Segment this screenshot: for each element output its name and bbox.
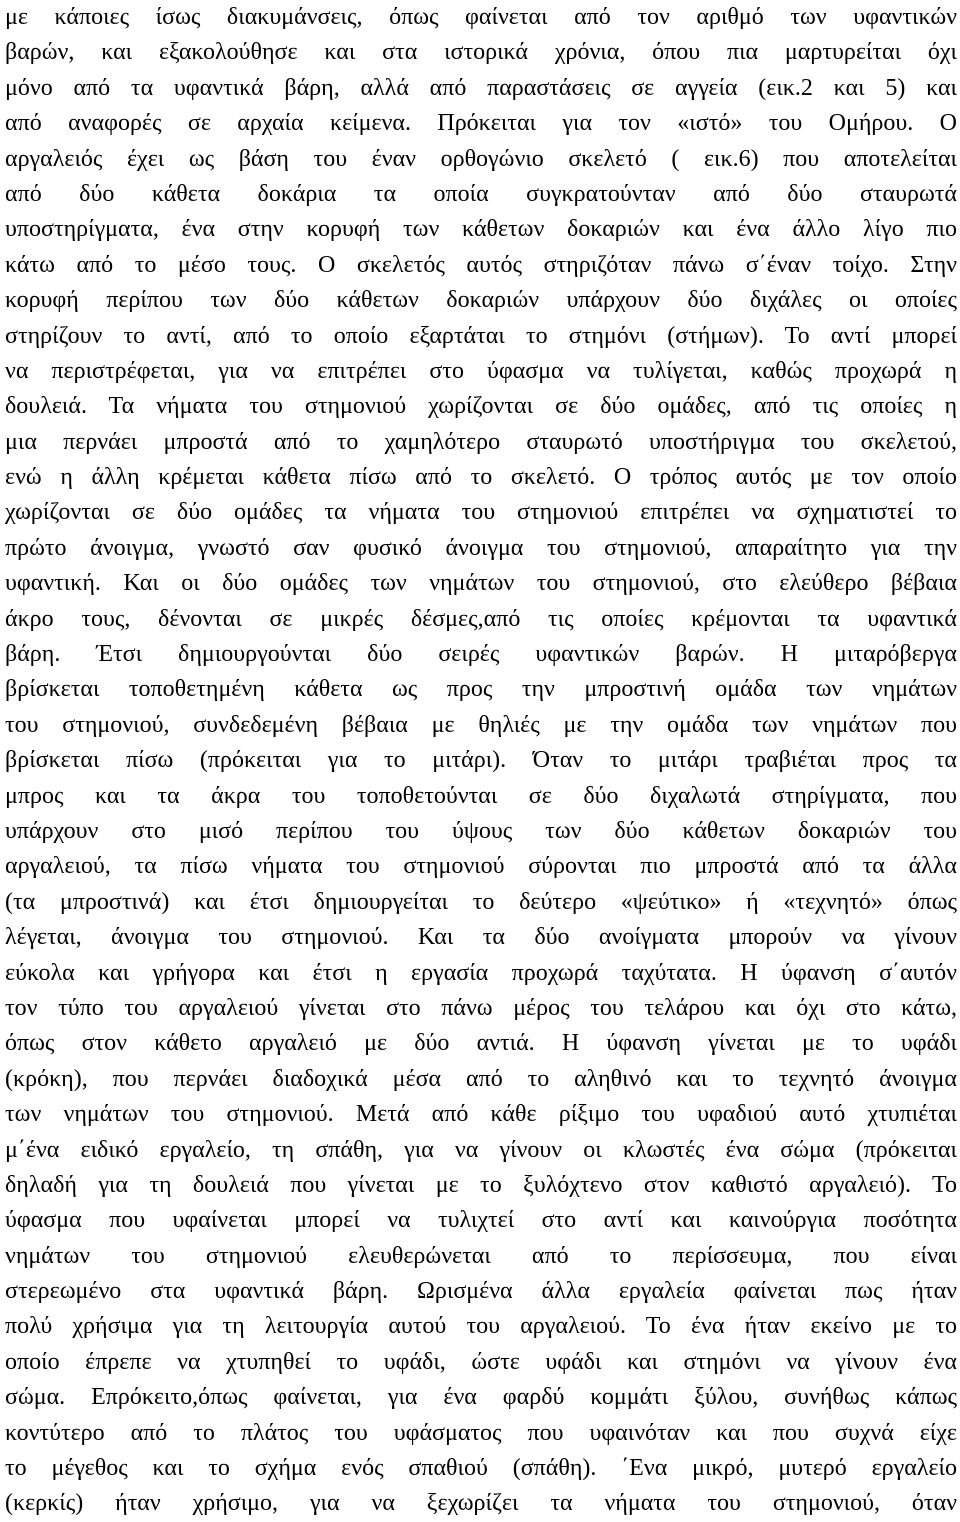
text-line-18: άκρο τους, δένονται σε μικρές δέσμες,από τις οποίες κρέμονται τα υφαντικά: [5, 605, 957, 632]
text-line-16: πρώτο άνοιγμα, γνωστό σαν φυσικό άνοιγμα του στημονιού, απαραίτητο για την: [5, 534, 957, 561]
text-line-30: όπως στον κάθετο αργαλειό με δύο αντιά. Η ύφανση γίνεται με το υφάδι: [5, 1030, 957, 1057]
text-line-17: υφαντική. Και οι δύο ομάδες των νημάτων του στημονιού, στο ελεύθερο βέβαια: [5, 570, 957, 597]
text-line-3: μόνο από τα υφαντικά βάρη, αλλά από παραστάσεις σε αγγεία (εικ.2 και 5) και: [5, 74, 957, 101]
text-line-40: σώμα. Επρόκειτο,όπως φαίνεται, για ένα φαρδύ κομμάτι ξύλου, συνήθως κάπως: [5, 1384, 957, 1411]
text-line-28: εύκολα και γρήγορα και έτσι η εργασία προχωρά ταχύτατα. Η ύφανση σ΄αυτόν: [5, 959, 957, 986]
text-line-22: βρίσκεται πίσω (πρόκειται για το μιτάρι). Όταν το μιτάρι τραβιέται προς τα: [5, 747, 957, 774]
text-line-39: οποίο έπρεπε να χτυπηθεί το υφάδι, ώστε υφάδι και στημόνι να γίνουν ένα: [5, 1348, 957, 1375]
text-line-4: από αναφορές σε αρχαία κείμενα. Πρόκειται για τον «ιστό» του Ομήρου. Ο: [5, 110, 957, 137]
text-line-26: (τα μπροστινά) και έτσι δημιουργείται το δεύτερο «ψεύτικο» ή «τεχνητό» όπως: [5, 888, 957, 915]
text-line-32: των νημάτων του στημονιού. Μετά από κάθε ρίξιμο του υφαδιού αυτό χτυπιέται: [5, 1101, 957, 1128]
text-line-14: ενώ η άλλη κρέμεται κάθετα πίσω από το σκελετό. Ο τρόπος αυτός με τον οποίο: [5, 464, 957, 491]
text-line-6: από δύο κάθετα δοκάρια τα οποία συγκρατούνταν από δύο σταυρωτά: [5, 180, 957, 207]
text-line-31: (κρόκη), που περνάει διαδοχικά μέσα από το αληθινό και το τεχνητό άνοιγμα: [5, 1065, 957, 1092]
text-line-12: δουλειά. Τα νήματα του στημονιού χωρίζονται σε δύο ομάδες, από τις οποίες η: [5, 393, 957, 420]
text-line-24: υπάρχουν στο μισό περίπου του ύψους των δύο κάθετων δοκαριών του: [5, 817, 957, 844]
text-line-37: στερεωμένο στα υφαντικά βάρη. Ωρισμένα άλλα εργαλεία φαίνεται πως ήταν: [5, 1278, 957, 1305]
text-line-19: βάρη. Έτσι δημιουργούνται δύο σειρές υφαντικών βαρών. Η μιταρόβεργα: [5, 641, 957, 668]
text-line-9: κορυφή περίπου των δύο κάθετων δοκαριών υπάρχουν δύο διχάλες οι οποίες: [5, 287, 957, 314]
text-line-8: κάτω από το μέσο τους. Ο σκελετός αυτός στηριζόταν πάνω σ΄έναν τοίχο. Στην: [5, 251, 957, 278]
text-line-33: μ΄ένα ειδικό εργαλείο, τη σπάθη, για να γίνουν οι κλωστές ένα σώμα (πρόκειται: [5, 1136, 957, 1163]
text-line-11: να περιστρέφεται, για να επιτρέπει στο ύφασμα να τυλίγεται, καθώς προχωρά η: [5, 357, 957, 384]
text-line-5: αργαλειός έχει ως βάση του έναν ορθογώνιο σκελετό ( εικ.6) που αποτελείται: [5, 145, 957, 172]
text-line-29: τον τύπο του αργαλειού γίνεται στο πάνω μέρος του τελάρου και όχι στο κάτω,: [5, 994, 957, 1021]
text-line-1: με κάποιες ίσως διακυμάνσεις, όπως φαίνεται από τον αριθμό των υφαντικών: [5, 4, 957, 30]
text-line-25: αργαλειού, τα πίσω νήματα του στημονιού σύρονται πιο μπροστά από τα άλλα: [5, 853, 957, 880]
text-line-36: νημάτων του στημονιού ελευθερώνεται από το περίσσευμα, που είναι: [5, 1242, 957, 1269]
text-line-20: βρίσκεται τοποθετημένη κάθετα ως προς την μπροστινή ομάδα των νημάτων: [5, 676, 957, 703]
text-line-27: λέγεται, άνοιγμα του στημονιού. Και τα δύο ανοίγματα μπορούν να γίνουν: [5, 924, 957, 951]
text-line-2: βαρών, και εξακολούθησε και στα ιστορικά χρόνια, όπου πια μαρτυρείται όχι: [5, 39, 957, 66]
text-line-42: το μέγεθος και το σχήμα ενός σπαθιού (σπάθη). ΄Ενα μικρό, μυτερό εργαλείο: [5, 1455, 957, 1482]
text-line-21: του στημονιού, συνδεδεμένη βέβαια με θηλιές με την ομάδα των νημάτων που: [5, 711, 957, 738]
text-line-10: στηρίζουν το αντί, από το οποίο εξαρτάται το στημόνι (στήμων). Το αντί μπορεί: [5, 322, 957, 349]
document-page: [5, 0, 957, 1517]
text-line-34: δηλαδή για τη δουλειά που γίνεται με το ξυλόχτενο στον καθιστό αργαλειό). Το: [5, 1171, 957, 1198]
text-line-41: κοντύτερο από το πλάτος του υφάσματος που υφαινόταν και που συχνά είχε: [5, 1419, 957, 1446]
text-line-15: χωρίζονται σε δύο ομάδες τα νήματα του στημονιού επιτρέπει να σχηματιστεί το: [5, 499, 957, 526]
text-line-23: μπρος και τα άκρα του τοποθετούνται σε δύο διχαλωτά στηρίγματα, που: [5, 782, 957, 809]
text-line-7: υποστηρίγματα, ένα στην κορυφή των κάθετων δοκαριών και ένα άλλο λίγο πιο: [5, 216, 957, 243]
text-line-43: (κερκίς) ήταν χρήσιμο, για να ξεχωρίζει τα νήματα του στημονιού, όταν: [5, 1490, 957, 1517]
text-line-35: ύφασμα που υφαίνεται μπορεί να τυλιχτεί στο αντί και καινούργια ποσότητα: [5, 1207, 957, 1234]
text-line-13: μια περνάει μπροστά από το χαμηλότερο σταυρωτό υποστήριγμα του σκελετού,: [5, 428, 957, 455]
text-line-38: πολύ χρήσιμα για τη λειτουργία αυτού του αργαλειού. Το ένα ήταν εκείνο με το: [5, 1313, 957, 1340]
